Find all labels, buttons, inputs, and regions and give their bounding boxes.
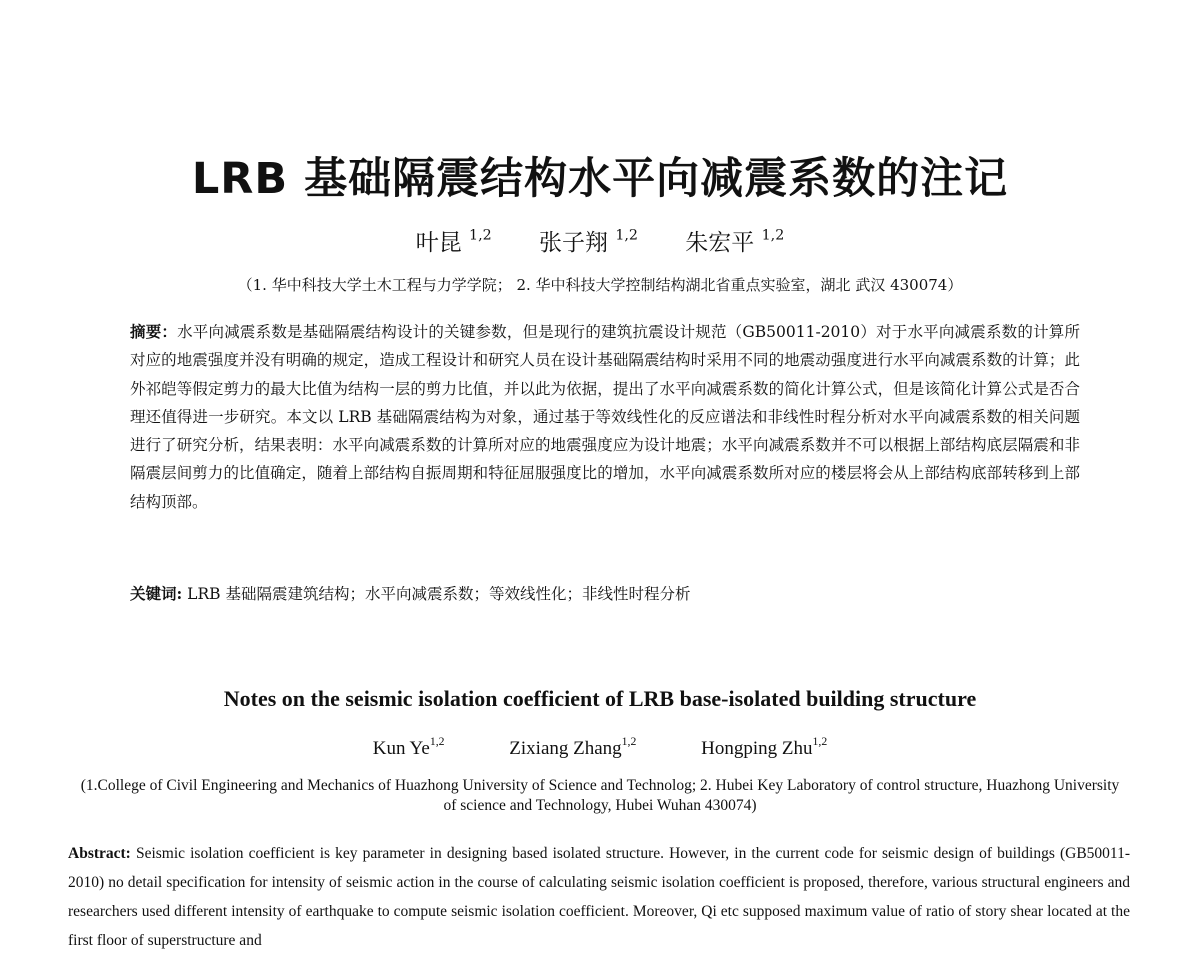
abstract-text-cn: 水平向减震系数是基础隔震结构设计的关键参数，但是现行的建筑抗震设计规范（GB50011-2010）对于水平向减震系数的计算所对应的地震强度并没有明确的规定，造成工程设计和研究人员在设计基础隔震结构时采用不同的地震动强度进行水平向减震系数的计算；此外祁皑等假定剪力的最大比值为结构一层的剪力比值，并以此为依据，提出了水平向减震系数的简化计算公式，但是该简化计算公式是否合理还值得进一步研究。本文以 LRB 基础隔震结构为对象，通过基于等效线性化的反应谱法和非线性时程分析对水平向减震系数的相关问题进行了研究分析，结果表明：水平向减震系数的计算所对应的地震强度应为设计地震；水平向减震系数并不可以根据上部结构底层隔震和非隔震层间剪力的比值确定，随着上部结构自振周期和特征屈服强度比的增加，水平向减震系数所对应的楼层将会从上部结构底部转移到上部结构顶部。 (130, 323, 1080, 511)
affiliation-cn: （1. 华中科技大学土木工程与力学学院； 2. 华中科技大学控制结构湖北省重点实验室，湖北 武汉 430074） (237, 276, 963, 294)
keywords-label-cn: 关键词: (130, 584, 183, 603)
author-list-cn (0, 224, 1200, 257)
author-cn: 朱宏平 $^{1,2}$ (685, 227, 785, 256)
abstract-text-en: Seismic isolation coefficient is key parameter in designing based isolated structure. However, in the current code for seismic design of buildings (GB50011-2010) no detail specification for intensity of seismic action in the course of calculating seismic isolation coefficient is proposed, therefore, various structural engineers and researchers used different intensity of earthquake to compute seismic isolation coefficient. Moreover, Qi etc supposed maximum value of ratio of story shear located at the first floor of superstructure and (68, 845, 1130, 949)
author-en: Hongping Zhu$^{1,2}$ (701, 735, 828, 759)
abstract-en (68, 839, 1130, 955)
author-en: Zixiang Zhang$^{1,2}$ (509, 735, 637, 759)
keywords-cn (130, 582, 1080, 604)
paper-title-cn: LRB 基础隔震结构水平向减震系数的注记 (191, 154, 1009, 204)
abstract-cn (130, 318, 1080, 516)
author-cn: 叶昆 $^{1,2}$ (415, 227, 492, 256)
affiliation-en: (1.College of Civil Engineering and Mechanics of Huazhong University of Science and Technolog; 2. Hubei Key Laboratory of control structure, Huazhong University of science and Technology, Hubei Wuhan 430074) (80, 777, 1120, 814)
author-cn: 张子翔 $^{1,2}$ (539, 227, 638, 256)
author-en: Kun Ye$^{1,2}$ (372, 735, 445, 759)
keywords-text-cn: LRB 基础隔震建筑结构；水平向减震系数；等效线性化；非线性时程分析 (182, 585, 691, 603)
author-list-en (0, 735, 1200, 760)
paper-title-en: Notes on the seismic isolation coefficient of LRB base-isolated building structure (223, 686, 977, 711)
abstract-label-cn: 摘要： (130, 322, 178, 341)
abstract-label-en: Abstract: (68, 845, 131, 862)
